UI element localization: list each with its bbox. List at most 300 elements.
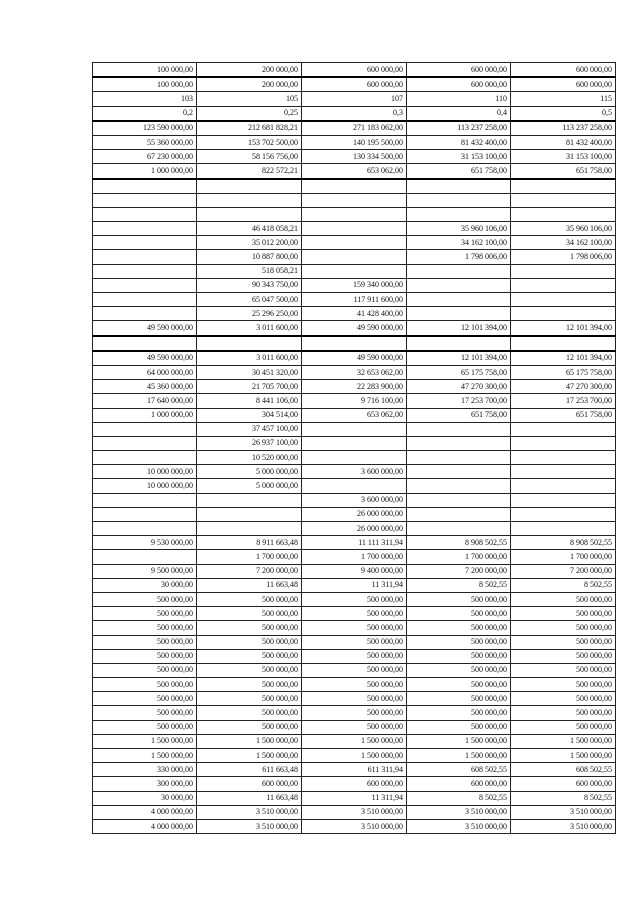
table-row: [93, 307, 616, 321]
table-cell: [511, 278, 616, 292]
table-cell: 600 000,00: [302, 777, 407, 791]
table-cell: 500 000,00: [407, 706, 511, 720]
table-cell: 117 911 600,00: [302, 293, 407, 307]
table-row: [93, 805, 616, 819]
table-cell: 500 000,00: [197, 692, 302, 706]
table-cell: 304 514,00: [197, 408, 302, 422]
table-cell: [197, 507, 302, 521]
table-cell: 600 000,00: [407, 77, 511, 92]
table-cell: [93, 207, 197, 221]
table-cell: 3 510 000,00: [407, 805, 511, 819]
table-cell: 500 000,00: [302, 635, 407, 649]
table-cell: 653 062,00: [302, 408, 407, 422]
table-row: [93, 465, 616, 479]
table-cell: 67 230 000,00: [93, 150, 197, 164]
table-cell: 65 047 500,00: [197, 293, 302, 307]
table-cell: [93, 293, 197, 307]
table-cell: 100 000,00: [93, 63, 197, 78]
table-row: [93, 92, 616, 106]
table-cell: 0,3: [302, 106, 407, 121]
table-row: [93, 550, 616, 564]
table-cell: 65 175 758,00: [511, 365, 616, 379]
table-cell: 500 000,00: [407, 592, 511, 606]
table-row: [93, 436, 616, 450]
table-cell: 500 000,00: [302, 706, 407, 720]
table-cell: 600 000,00: [511, 777, 616, 791]
table-cell: 140 195 500,00: [302, 135, 407, 149]
table-row: [93, 592, 616, 606]
table-cell: 30 451 320,00: [197, 365, 302, 379]
table-cell: 30 000,00: [93, 578, 197, 592]
table-cell: 500 000,00: [302, 621, 407, 635]
table-cell: 500 000,00: [93, 678, 197, 692]
table-row: [93, 236, 616, 250]
table-row: [93, 121, 616, 136]
table-row: [93, 479, 616, 493]
table-cell: 49 590 000,00: [302, 351, 407, 366]
table-cell: 47 270 300,00: [407, 380, 511, 394]
table-row: [93, 507, 616, 521]
table-cell: 500 000,00: [302, 649, 407, 663]
table-cell: 100 000,00: [93, 77, 197, 92]
table-cell: [93, 236, 197, 250]
table-cell: [197, 493, 302, 507]
table-row: [93, 278, 616, 292]
table-cell: 25 296 250,00: [197, 307, 302, 321]
table-cell: 1 500 000,00: [197, 749, 302, 763]
table-cell: [93, 493, 197, 507]
table-cell: 1 700 000,00: [302, 550, 407, 564]
table-cell: 500 000,00: [511, 678, 616, 692]
table-cell: 500 000,00: [197, 592, 302, 606]
table-cell: 3 510 000,00: [197, 819, 302, 833]
table-cell: 7 200 000,00: [407, 564, 511, 578]
table-cell: 12 101 394,00: [407, 321, 511, 336]
table-cell: 500 000,00: [511, 607, 616, 621]
table-cell: 500 000,00: [197, 720, 302, 734]
table-cell: 500 000,00: [197, 607, 302, 621]
table-cell: 4 000 000,00: [93, 819, 197, 833]
table-cell: 8 908 502,55: [407, 536, 511, 550]
table-cell: 1 500 000,00: [197, 734, 302, 748]
table-row: [93, 222, 616, 236]
table-row: [93, 293, 616, 307]
table-cell: 1 500 000,00: [407, 749, 511, 763]
table-cell: 11 111 311,94: [302, 536, 407, 550]
table-cell: [407, 278, 511, 292]
table-cell: 55 360 000,00: [93, 135, 197, 149]
table-cell: 500 000,00: [197, 635, 302, 649]
table-cell: [407, 293, 511, 307]
table-cell: 3 510 000,00: [302, 805, 407, 819]
table-cell: 4 000 000,00: [93, 805, 197, 819]
table-cell: 105: [197, 92, 302, 106]
table-cell: 500 000,00: [197, 678, 302, 692]
table-cell: 500 000,00: [302, 592, 407, 606]
table-cell: 0,5: [511, 106, 616, 121]
table-cell: [93, 550, 197, 564]
table-cell: [93, 422, 197, 436]
table-cell: 500 000,00: [93, 720, 197, 734]
table-cell: 500 000,00: [511, 649, 616, 663]
table-body: [93, 63, 616, 834]
table-row: [93, 135, 616, 149]
table-cell: 500 000,00: [407, 720, 511, 734]
table-cell: [302, 436, 407, 450]
table-cell: [302, 222, 407, 236]
table-cell: 49 590 000,00: [93, 351, 197, 366]
table-cell: 35 960 106,00: [407, 222, 511, 236]
table-cell: 10 000 000,00: [93, 465, 197, 479]
table-cell: 8 502,55: [511, 578, 616, 592]
table-cell: 17 640 000,00: [93, 394, 197, 408]
budget-table: [92, 62, 616, 834]
table-row: [93, 193, 616, 207]
table-cell: 9 716 100,00: [302, 394, 407, 408]
table-cell: 600 000,00: [302, 63, 407, 78]
table-cell: 8 502,55: [511, 791, 616, 805]
table-cell: [511, 507, 616, 521]
table-cell: [302, 193, 407, 207]
table-cell: 0,2: [93, 106, 197, 121]
table-cell: 500 000,00: [511, 663, 616, 677]
table-cell: 11 311,94: [302, 791, 407, 805]
table-cell: [93, 336, 197, 351]
table-cell: 600 000,00: [511, 77, 616, 92]
table-cell: 608 502,55: [511, 763, 616, 777]
table-cell: 8 441 106,00: [197, 394, 302, 408]
table-cell: [511, 307, 616, 321]
table-cell: [93, 451, 197, 465]
table-cell: [93, 222, 197, 236]
table-cell: 9 500 000,00: [93, 564, 197, 578]
table-cell: 500 000,00: [407, 649, 511, 663]
table-cell: [407, 451, 511, 465]
table-cell: [407, 507, 511, 521]
table-cell: 5 000 000,00: [197, 479, 302, 493]
table-cell: 500 000,00: [511, 720, 616, 734]
table-row: [93, 422, 616, 436]
table-cell: [407, 493, 511, 507]
table-cell: 32 653 062,00: [302, 365, 407, 379]
table-cell: [302, 422, 407, 436]
table-row: [93, 493, 616, 507]
table-cell: [407, 336, 511, 351]
table-row: [93, 351, 616, 366]
table-cell: 600 000,00: [407, 777, 511, 791]
table-cell: [93, 507, 197, 521]
table-cell: [511, 479, 616, 493]
table-cell: 600 000,00: [197, 777, 302, 791]
table-cell: [511, 264, 616, 278]
table-cell: 651 758,00: [407, 408, 511, 422]
table-row: [93, 77, 616, 92]
table-cell: 65 175 758,00: [407, 365, 511, 379]
table-cell: 500 000,00: [511, 692, 616, 706]
table-cell: [407, 207, 511, 221]
table-cell: [93, 278, 197, 292]
table-cell: 3 011 600,00: [197, 321, 302, 336]
table-row: [93, 621, 616, 635]
table-cell: 500 000,00: [93, 635, 197, 649]
table-row: [93, 649, 616, 663]
table-cell: 1 000 000,00: [93, 408, 197, 422]
table-cell: 500 000,00: [197, 621, 302, 635]
table-cell: 159 340 000,00: [302, 278, 407, 292]
table-cell: 500 000,00: [93, 692, 197, 706]
table-cell: 271 183 062,00: [302, 121, 407, 136]
table-cell: 34 162 100,00: [407, 236, 511, 250]
table-row: [93, 819, 616, 833]
table-row: [93, 365, 616, 379]
table-cell: 7 200 000,00: [197, 564, 302, 578]
table-cell: 8 502,55: [407, 578, 511, 592]
table-cell: 3 510 000,00: [197, 805, 302, 819]
table-cell: 500 000,00: [197, 663, 302, 677]
table-row: [93, 678, 616, 692]
table-row: [93, 451, 616, 465]
table-cell: [407, 179, 511, 194]
table-row: [93, 763, 616, 777]
table-cell: [302, 179, 407, 194]
table-cell: [407, 264, 511, 278]
table-cell: 11 311,94: [302, 578, 407, 592]
table-cell: [407, 307, 511, 321]
table-cell: 500 000,00: [511, 635, 616, 649]
table-cell: 49 590 000,00: [93, 321, 197, 336]
table-cell: 1 500 000,00: [302, 734, 407, 748]
table-cell: 81 432 400,00: [511, 135, 616, 149]
table-cell: 10 520 000,00: [197, 451, 302, 465]
table-cell: [302, 336, 407, 351]
table-cell: 300 000,00: [93, 777, 197, 791]
table-row: [93, 179, 616, 194]
table-row: [93, 264, 616, 278]
table-cell: 0,25: [197, 106, 302, 121]
table-cell: 35 012 200,00: [197, 236, 302, 250]
table-cell: [511, 522, 616, 536]
table-row: [93, 663, 616, 677]
table-cell: 26 000 000,00: [302, 507, 407, 521]
table-cell: 1 500 000,00: [302, 749, 407, 763]
table-cell: 45 360 000,00: [93, 380, 197, 394]
table-cell: 1 500 000,00: [511, 734, 616, 748]
table-row: [93, 635, 616, 649]
table-cell: 600 000,00: [407, 63, 511, 78]
table-cell: 113 237 258,00: [407, 121, 511, 136]
table-cell: 17 253 700,00: [407, 394, 511, 408]
table-cell: 1 700 000,00: [197, 550, 302, 564]
table-cell: [302, 250, 407, 264]
table-cell: 1 500 000,00: [93, 734, 197, 748]
table-cell: 518 058,21: [197, 264, 302, 278]
table-cell: 90 343 750,00: [197, 278, 302, 292]
table-cell: 58 156 756,00: [197, 150, 302, 164]
table-cell: 500 000,00: [197, 649, 302, 663]
table-cell: 1 500 000,00: [93, 749, 197, 763]
table-cell: 130 334 500,00: [302, 150, 407, 164]
table-cell: 611 311,94: [302, 763, 407, 777]
table-cell: 600 000,00: [511, 63, 616, 78]
table-cell: [302, 451, 407, 465]
table-cell: [302, 479, 407, 493]
table-cell: [511, 193, 616, 207]
table-cell: 500 000,00: [511, 592, 616, 606]
table-cell: 107: [302, 92, 407, 106]
table-cell: 17 253 700,00: [511, 394, 616, 408]
table-cell: 9 400 000,00: [302, 564, 407, 578]
table-cell: [407, 422, 511, 436]
table-cell: [511, 179, 616, 194]
table-row: [93, 394, 616, 408]
table-row: [93, 321, 616, 336]
table-cell: [511, 493, 616, 507]
table-cell: 822 572,21: [197, 164, 302, 179]
table-cell: 10 000 000,00: [93, 479, 197, 493]
table-row: [93, 150, 616, 164]
table-cell: 500 000,00: [302, 692, 407, 706]
table-cell: [511, 336, 616, 351]
table-cell: 500 000,00: [93, 706, 197, 720]
table-cell: 5 000 000,00: [197, 465, 302, 479]
table-cell: 3 510 000,00: [302, 819, 407, 833]
table-cell: [93, 522, 197, 536]
table-cell: 500 000,00: [511, 706, 616, 720]
table-cell: 3 011 600,00: [197, 351, 302, 366]
table-cell: 11 663,48: [197, 791, 302, 805]
table-cell: 500 000,00: [93, 621, 197, 635]
table-cell: 0,4: [407, 106, 511, 121]
table-row: [93, 692, 616, 706]
table-cell: 500 000,00: [407, 692, 511, 706]
table-cell: 608 502,55: [407, 763, 511, 777]
table-cell: 113 237 258,00: [511, 121, 616, 136]
table-cell: 47 270 300,00: [511, 380, 616, 394]
table-cell: 3 510 000,00: [511, 819, 616, 833]
table-cell: 500 000,00: [302, 663, 407, 677]
table-cell: 8 502,55: [407, 791, 511, 805]
table-cell: 10 887 800,00: [197, 250, 302, 264]
table-cell: [407, 479, 511, 493]
table-row: [93, 207, 616, 221]
table-cell: 30 000,00: [93, 791, 197, 805]
table-row: [93, 380, 616, 394]
table-cell: 212 681 828,21: [197, 121, 302, 136]
table-cell: 81 432 400,00: [407, 135, 511, 149]
table-cell: 3 600 000,00: [302, 465, 407, 479]
table-cell: 3 600 000,00: [302, 493, 407, 507]
table-cell: 8 911 663,48: [197, 536, 302, 550]
table-row: [93, 607, 616, 621]
table-cell: 200 000,00: [197, 77, 302, 92]
table-cell: [93, 436, 197, 450]
table-cell: 8 908 502,55: [511, 536, 616, 550]
table-row: [93, 250, 616, 264]
table-cell: 22 283 900,00: [302, 380, 407, 394]
table-cell: 1 000 000,00: [93, 164, 197, 179]
table-cell: [511, 451, 616, 465]
table-cell: [197, 207, 302, 221]
table-cell: [197, 336, 302, 351]
table-row: [93, 106, 616, 121]
table-cell: 3 510 000,00: [407, 819, 511, 833]
table-cell: 1 798 006,00: [511, 250, 616, 264]
table-cell: 200 000,00: [197, 63, 302, 78]
table-cell: 31 153 100,00: [511, 150, 616, 164]
table-cell: [93, 193, 197, 207]
table-cell: 500 000,00: [93, 592, 197, 606]
table-cell: 500 000,00: [93, 663, 197, 677]
table-cell: 35 960 106,00: [511, 222, 616, 236]
table-cell: 500 000,00: [93, 649, 197, 663]
table-row: [93, 777, 616, 791]
table-cell: 651 758,00: [511, 164, 616, 179]
table-cell: 500 000,00: [302, 607, 407, 621]
table-row: [93, 791, 616, 805]
table-cell: [407, 436, 511, 450]
table-cell: 500 000,00: [407, 621, 511, 635]
table-cell: 500 000,00: [407, 607, 511, 621]
table-cell: [302, 207, 407, 221]
table-row: [93, 336, 616, 351]
table-cell: [93, 179, 197, 194]
table-cell: 1 798 006,00: [407, 250, 511, 264]
table-cell: 1 500 000,00: [407, 734, 511, 748]
table-cell: [511, 422, 616, 436]
table-cell: 31 153 100,00: [407, 150, 511, 164]
table-cell: 651 758,00: [511, 408, 616, 422]
table-cell: [407, 522, 511, 536]
table-cell: 26 000 000,00: [302, 522, 407, 536]
table-cell: 110: [407, 92, 511, 106]
table-cell: [302, 236, 407, 250]
table-cell: 1 500 000,00: [511, 749, 616, 763]
table-row: [93, 706, 616, 720]
table-cell: 103: [93, 92, 197, 106]
table-cell: 600 000,00: [302, 77, 407, 92]
table-row: [93, 408, 616, 422]
table-row: [93, 536, 616, 550]
table-row: [93, 720, 616, 734]
table-cell: 7 200 000,00: [511, 564, 616, 578]
table-cell: 49 590 000,00: [302, 321, 407, 336]
table-row: [93, 164, 616, 179]
table-cell: 34 162 100,00: [511, 236, 616, 250]
table-cell: 500 000,00: [407, 635, 511, 649]
table-cell: 500 000,00: [302, 678, 407, 692]
table-cell: 21 705 700,00: [197, 380, 302, 394]
table-cell: 115: [511, 92, 616, 106]
table-cell: 1 700 000,00: [407, 550, 511, 564]
table-cell: 153 702 500,00: [197, 135, 302, 149]
table-cell: [302, 264, 407, 278]
table-cell: [407, 465, 511, 479]
table-cell: 11 663,48: [197, 578, 302, 592]
table-cell: 330 000,00: [93, 763, 197, 777]
table-cell: 500 000,00: [93, 607, 197, 621]
table-cell: 651 758,00: [407, 164, 511, 179]
table-cell: [93, 307, 197, 321]
table-cell: [511, 207, 616, 221]
table-row: [93, 749, 616, 763]
table-cell: 611 663,48: [197, 763, 302, 777]
table-cell: 500 000,00: [511, 621, 616, 635]
table-cell: 500 000,00: [407, 663, 511, 677]
table-cell: 3 510 000,00: [511, 805, 616, 819]
table-cell: [511, 465, 616, 479]
table-cell: 653 062,00: [302, 164, 407, 179]
table-cell: 123 590 000,00: [93, 121, 197, 136]
